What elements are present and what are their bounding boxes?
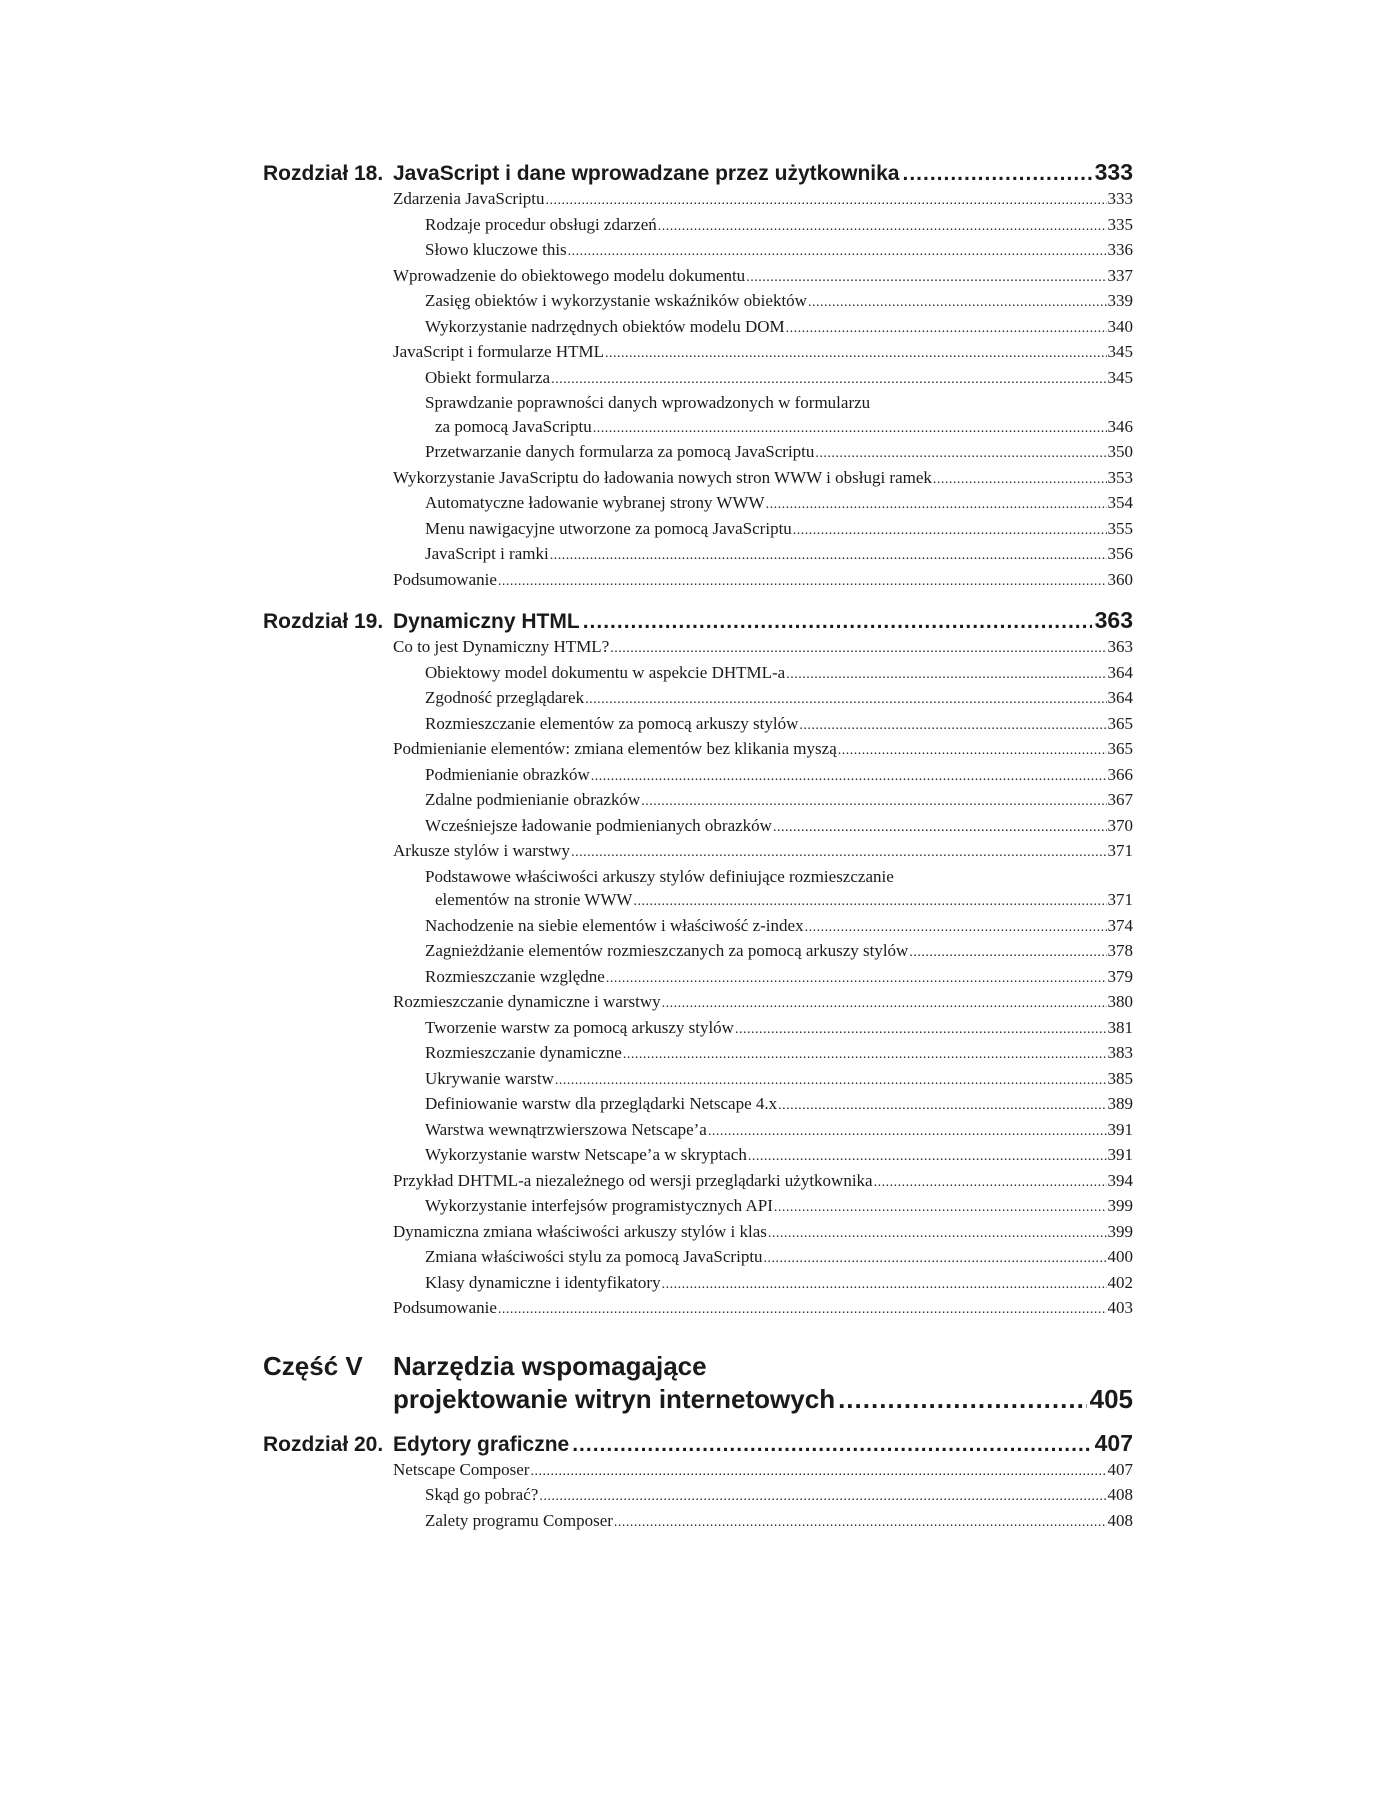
toc-entry: Rozmieszczanie dynamiczne i warstwy ..... 380 bbox=[393, 990, 1133, 1016]
chapter-page: 333 bbox=[1094, 159, 1133, 185]
toc-entry: Sprawdzanie poprawności danych wprowadzonych w formularzu bbox=[425, 393, 871, 412]
toc-entry: Dynamiczna zmiana właściwości arkuszy stylów i klas ..... 399 bbox=[393, 1220, 1133, 1246]
chapter-heading bbox=[263, 1430, 1133, 1458]
chapter-heading bbox=[263, 159, 1133, 187]
toc-entry: Podmienianie elementów: zmiana elementów bez klikania myszą ..... 365 bbox=[393, 737, 1133, 763]
toc-entry: Menu nawigacyjne utworzone za pomocą JavaScriptu ..... 355 bbox=[393, 517, 1133, 543]
toc-entry: Rozmieszczanie dynamiczne ..... 383 bbox=[393, 1041, 1133, 1067]
toc-entry: Zmiana właściwości stylu za pomocą JavaScriptu ..... 400 bbox=[393, 1245, 1133, 1271]
toc-entry: Automatyczne ładowanie wybranej strony WWW ..... 354 bbox=[393, 491, 1133, 517]
toc-entry: Arkusze stylów i warstwy ..... 371 bbox=[393, 839, 1133, 865]
part-page: 405 bbox=[1089, 1383, 1133, 1414]
toc-entry: Warstwa wewnątrzwierszowa Netscape’a ..... 391 bbox=[393, 1118, 1133, 1144]
chapter-entries bbox=[393, 187, 1133, 593]
toc-entry: Obiektowy model dokumentu w aspekcie DHTML-a ..... 364 bbox=[393, 661, 1133, 687]
toc-entry: Zdalne podmienianie obrazków ..... 367 bbox=[393, 788, 1133, 814]
dot-leader bbox=[838, 1383, 1087, 1416]
toc-entry: Zgodność przeglądarek ..... 364 bbox=[393, 686, 1133, 712]
toc-entry: Słowo kluczowe this ..... 336 bbox=[393, 238, 1133, 264]
toc-entry: Przykład DHTML-a niezależnego od wersji przeglądarki użytkownika ..... 394 bbox=[393, 1169, 1133, 1195]
chapter-label: Rozdział 19. bbox=[263, 610, 384, 633]
toc-entry: Zdarzenia JavaScriptu ..... 333 bbox=[393, 187, 1133, 213]
chapter-page: 363 bbox=[1094, 607, 1133, 633]
toc-entry: Co to jest Dynamiczny HTML? ..... 363 bbox=[393, 635, 1133, 661]
toc-entry: Klasy dynamiczne i identyfikatory ..... 402 bbox=[393, 1271, 1133, 1297]
toc-entry: elementów na stronie WWW ..... 371 bbox=[393, 888, 1133, 914]
chapter-page: 407 bbox=[1094, 1429, 1133, 1456]
toc-entry: Wykorzystanie JavaScriptu do ładowania nowych stron WWW i obsługi ramek ..... 353 bbox=[393, 466, 1133, 492]
part-title-line2: projektowanie witryn internetowych bbox=[393, 1383, 836, 1414]
chapter-title: JavaScript i dane wprowadzane przez użytkownika bbox=[393, 162, 900, 185]
toc-entry: Rozmieszczanie elementów za pomocą arkuszy stylów ..... 365 bbox=[393, 712, 1133, 738]
toc-entry: Obiekt formularza ..... 345 bbox=[393, 366, 1133, 392]
toc-entry: Wykorzystanie nadrzędnych obiektów modelu DOM ..... 340 bbox=[393, 315, 1133, 341]
toc-entry: Definiowanie warstw dla przeglądarki Netscape 4.x ..... 389 bbox=[393, 1092, 1133, 1118]
chapter-entries bbox=[393, 1458, 1133, 1535]
toc-entry: za pomocą JavaScriptu ..... 346 bbox=[393, 415, 1133, 441]
part-title-line1: Narzędzia wspomagające bbox=[393, 1350, 707, 1381]
toc-entry: Rozmieszczanie względne ..... 379 bbox=[393, 965, 1133, 991]
part-heading bbox=[263, 1350, 1133, 1416]
toc-entry: Zasięg obiektów i wykorzystanie wskaźników obiektów ..... 339 bbox=[393, 289, 1133, 315]
toc-entry: Skąd go pobrać? ..... 408 bbox=[393, 1483, 1133, 1509]
toc-entry: Rodzaje procedur obsługi zdarzeń ..... 335 bbox=[393, 213, 1133, 239]
toc-entry: Wcześniejsze ładowanie podmienianych obrazków ..... 370 bbox=[393, 814, 1133, 840]
toc-entry: Wykorzystanie warstw Netscape’a w skryptach ..... 391 bbox=[393, 1143, 1133, 1169]
toc-entry: Podsumowanie ..... 403 bbox=[393, 1296, 1133, 1322]
part-label: Część V bbox=[263, 1350, 363, 1381]
chapter-entries bbox=[393, 635, 1133, 1322]
toc-entry: Zalety programu Composer ..... 408 bbox=[393, 1509, 1133, 1535]
toc-entry: Tworzenie warstw za pomocą arkuszy stylów ..... 381 bbox=[393, 1016, 1133, 1042]
chapter-title: Dynamiczny HTML bbox=[393, 610, 580, 633]
toc-entry: JavaScript i formularze HTML ..... 345 bbox=[393, 340, 1133, 366]
dot-leader bbox=[572, 1431, 1091, 1458]
chapter-heading bbox=[263, 607, 1133, 635]
dot-leader bbox=[583, 608, 1092, 635]
toc-entry: JavaScript i ramki ..... 356 bbox=[393, 542, 1133, 568]
toc-entry: Przetwarzanie danych formularza za pomocą JavaScriptu ..... 350 bbox=[393, 440, 1133, 466]
toc-entry: Wprowadzenie do obiektowego modelu dokumentu ..... 337 bbox=[393, 264, 1133, 290]
toc-entry: Ukrywanie warstw ..... 385 bbox=[393, 1067, 1133, 1093]
dot-leader bbox=[902, 160, 1091, 187]
toc-entry: Podmienianie obrazków ..... 366 bbox=[393, 763, 1133, 789]
toc-entry: Podstawowe właściwości arkuszy stylów definiujące rozmieszczanie bbox=[425, 866, 894, 886]
chapter-label: Rozdział 18. bbox=[263, 162, 384, 185]
toc-entry: Nachodzenie na siebie elementów i właściwość z-index ..... 374 bbox=[393, 914, 1133, 940]
toc-entry: Podsumowanie ..... 360 bbox=[393, 568, 1133, 594]
toc-entry: Netscape Composer ..... 407 bbox=[393, 1458, 1133, 1484]
chapter-title: Edytory graficzne bbox=[393, 1432, 570, 1456]
toc-entry: Zagnieżdżanie elementów rozmieszczanych za pomocą arkuszy stylów ..... 378 bbox=[393, 939, 1133, 965]
chapter-label: Rozdział 20. bbox=[263, 1432, 384, 1456]
table-of-contents bbox=[263, 159, 1133, 1534]
toc-entry: Wykorzystanie interfejsów programistycznych API ..... 399 bbox=[393, 1194, 1133, 1220]
